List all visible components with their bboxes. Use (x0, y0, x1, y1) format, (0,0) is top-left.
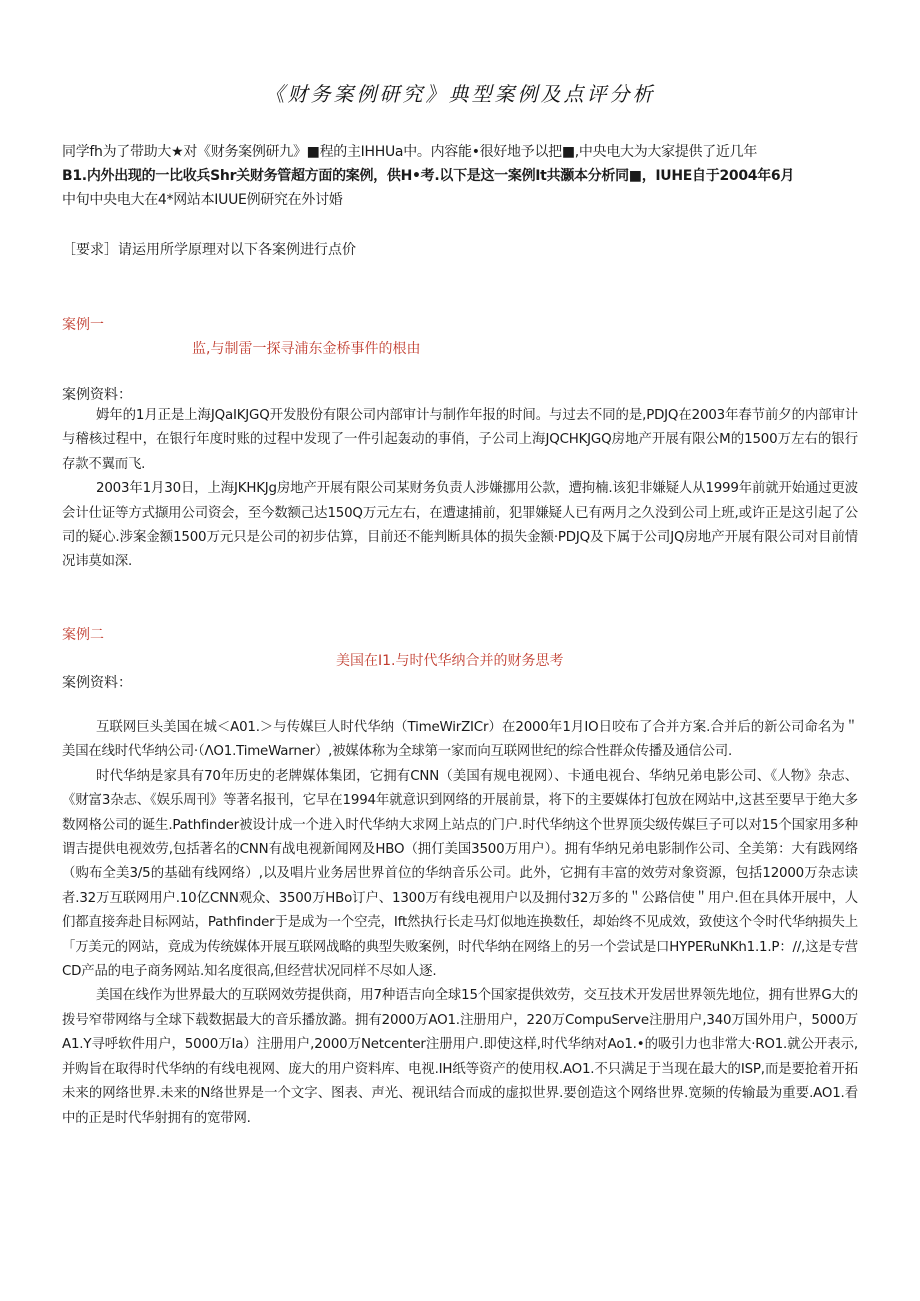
intro-paragraph (62, 140, 862, 212)
case1-title: 监,与制雷一探寻浦东金桥事件的根由 (192, 341, 421, 357)
case2-paragraph-1: 互联网巨头美国在城＜A01.＞与传媒巨人时代华纳（TimeW​i​rZICr）在2000年1月IO日咬布了合并方案.合并后的新公司命名为＂美国在线时代华纳公司·（ΛO1.TimeWarner）,被媒体称为全球第一家而向互联网世纪的综合性群众传播及通信公司. (62, 720, 858, 760)
requirement-text: ［要求］请运用所学原理对以下各案例进行点价 (62, 242, 356, 258)
intro-line-1: 同学fh为了带助大★对《财务案例研九》■程的主IHHUa中。内容能•很好地予以把■,中央电大为大家提供了近几年 (62, 144, 758, 160)
case1-body (62, 404, 858, 575)
case2-body (62, 716, 858, 1131)
case2-label: 案例二 (62, 627, 104, 643)
intro-line-2: B1.内外出现的一比收兵Shr关财务管超方面的案例，供H•考.以下是这一案例It共灏本分析同■，IUHE自于2004年6月 (62, 168, 795, 184)
intro-line-3: 中旬中央电大在4*网站本IUUE例研究在外讨婚 (62, 192, 343, 208)
case1-paragraph-2: 2003年1月30日，上海JKHKJg房地产开展有限公司某财务负责人涉嫌挪用公款，遭拘楠.该犯非嫌疑人从1999年前就开始通过更波会计仕证等方式撷用公司资会，至今数额己达150Q万元左右，在遭逮捕前，犯罪嫌疑人已有两月之久没到公司上班,或许正是这引起了公司的疑心.涉案金额1500万元只是公司的初步估算，目前还不能判断具体的损失金额·PDJQ及下属于公司JQ房地产开展有限公司对目前情况讳莫如深. (62, 481, 858, 570)
case2-source-label: 案例资料： (62, 675, 132, 691)
case1-source-label: 案例资料： (62, 387, 132, 403)
document-title: 《财务案例研究》典型案例及点评分析 (264, 82, 656, 106)
case2-paragraph-3: 美国在线作为世界最大的互联网效劳提供商，用7种语吉向全球15个国家提供效劳，交互技术开发居世界领先地位，拥有世界G大的拨号窄带网络与全球下载数据最大的音乐播放潞。拥有2000万AO1.注册用户，220万CompuServe注册用户,340万国外用户，5000万A1.Y寻呼软件用户，5000万Ia）注册用户,2000万Netcenter注册用户.即使这样,时代华纳对Ao1.•的吸引力也非常大·RO1.就公开表示,并购旨在取得时代华纳的有线电视网、庞大的用户资料库、电视.IH纸等资产的使用权.AO1.不只满足于当现在最大的ISP,而是要抢着开拓未来的网络世界.未来的N络世界是一个文字、图表、声光、视讯结合而成的虚拟世界.要创造这个网络世界.宽频的传输最为重要.AO1.看中的正是时代华射拥有的宽带网. (62, 988, 858, 1126)
case1-label: 案例一 (62, 317, 104, 333)
case2-title: 美国在I1.与时代华纳合并的财务思考 (336, 653, 564, 669)
case1-paragraph-1: 姆年的1月正是上海JQaIKJGQ开发股份有限公司内部审计与制作年报的时间。与过去不同的是,PDJQ在2003年春节前夕的内部审计与稽核过程中，在银行年度时账的过程中发现了一件引起轰动的事俏，子公司上海JQCHKJGQ房地产开展有限公M的1500万左右的银行存款不翼而飞. (62, 408, 858, 472)
case2-paragraph-2: 时代华纳是家具有70年历史的老牌媒体集团，它拥有CNN（美国有规电视网）、卡通电视台、华纳兄弟电影公司、《人物》杂志、《财富3杂志、《娱乐周刊》等著名报刊，它早在1994年就意识到网络的开展前景，将下的主要媒体打包放在网站中,这甚至要早于绝大多数网格公司的诞生.Pathfinder被设计成一个进入时代华纳大求网上站点的门户.时代华纳这个世界顶尖级传媒巨子可以对15个国家用多种谓吉提供电视效劳,包括著名的CNN有战电视新闻网及HBO（拥仃美国3500万用户）。拥有华纳兄弟电影制作公司、全美第：大有践网络（购布全美3/5的基础有线网络）,以及唱片业务居世界首位的华纳音乐公司。此外，它拥有丰富的效劳对象资源，包括12000万杂志读者.32万互联网用户.10亿CNN观众、3500万HBo订户、1300万有线电视用户以及拥付32万多的＂公路信使＂用户.但在具体开展中，人们都直接奔赴目标网站，Pathfinder于是成为一个空壳，Ift然执行长走马灯似地连换数任，却始终不见成效，致使这个令时代华纳损失上「万美元的网站，竟成为传统媒体开展互联网战略的典型失败案例，时代华纳在网络上的另一个尝试是口HYPERuNKh1.1.P：//,这是专营CD产品的电子商务网站.知名度很高,但经营状况同样不尽如人逐. (62, 768, 858, 980)
